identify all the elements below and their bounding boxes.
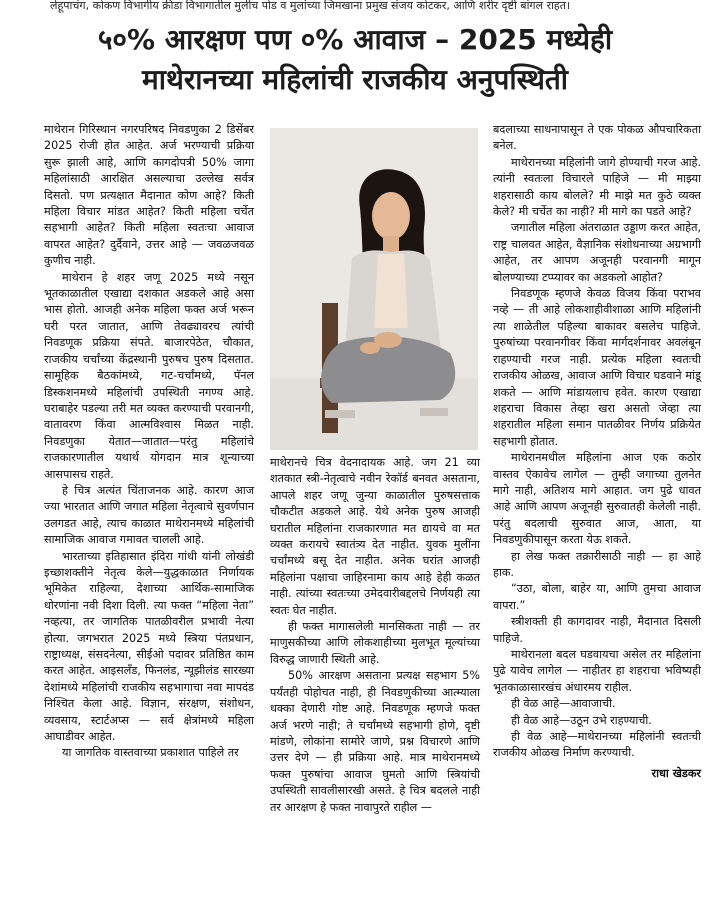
- paragraph: माथेरान हे शहर जणू 2025 मध्ये नसून भूतकाळातील एखाद्या दशकात अडकले आहे असा भास होतो. आजही अनेक महिला फक्त अर्ज भरून घरी परत जातात, आणि तेवढ्यावरच त्यांची निवडणूक प्रक्रिया संपते. बाजारपेठेत, चौकात, राजकीय चर्चांच्या केंद्रस्थानी पुरुषच पुरुष दिसतात. सामूहिक बैठकांमध्ये, गट-चर्चांमध्ये, पॅनल डिस्कशनमध्ये महिलांची उपस्थिती नगण्य आहे. घराबाहेर पडल्या तरी मत व्यक्त करण्याची परवानगी, वातावरण किंवा आत्मविश्वास मिळत नाही. निवडणुका येतात—जातात—परंतु महिलांचे राजकारणातील यथार्थ योगदान मात्र शून्याच्या आसपासच राहते.: [44, 270, 254, 481]
- paragraph: माथेरानच्या महिलांनी जागे होण्याची गरज आहे. त्यांनी स्वतःला विचारले पाहिजे — मी माझ्या शहरासाठी काय बोलले? मी माझे मत कुठे व्यक्त केले? मी चर्चेत का नाही? मी मागे का पडते आहे?: [493, 155, 701, 219]
- paragraph: 50% आरक्षण असताना प्रत्यक्ष सहभाग 5% पर्यंतही पोहोचत नाही, ही निवडणुकीच्या आत्म्याला धक्का देणारी गोष्ट आहे. निवडणूक म्हणजे फक्त अर्ज भरणे नाही; ते चर्चांमध्ये सहभागी होणे, दृष्टी मांडणे, लोकांना सामोरे जाणे, प्रश्न विचारणे आणि उत्तर देणे — ही प्रक्रिया आहे. मात्र माथेरानमध्ये फक्त पुरुषांचा आवाज घुमतो आणि स्त्रियांची उपस्थिती सावलीसारखी असते. हे चित्र बदलले नाही तर आरक्षण हे फक्त नावापुरते राहील —: [270, 669, 480, 814]
- paragraph: माथेरानचे चित्र वेदनादायक आहे. जग 21 व्या शतकात स्त्री-नेतृत्वाचे नवीन रेकॉर्ड बनवत असताना, आपले शहर जणू जुन्या काळातील पुरुषसत्ताक चौकटीत अडकले आहे. येथे अनेक पुरुष आजही घरातील महिलांना राजकारणात मत द्यायचे वा मत व्यक्त करायचे स्वातंत्र्य देत नाहीत. युवक मुलींना चर्चांमध्ये बसू देत नाहीत. अनेक घरांत आजही महिलांना पक्षाचा जाहिरनामा काय आहे हेही कळत नाही. त्यांच्या स्वतःच्या उमेदवारीबद्दलचे निर्णयही त्या स्वतः घेत नाहीत.: [270, 456, 480, 617]
- paragraph: स्त्रीशक्ती ही कागदावर नाही, मैदानात दिसली पाहिजे.: [493, 615, 701, 645]
- closing-line: ही वेळ आहे—आवाजाची.: [511, 697, 616, 711]
- author-photo: [270, 128, 478, 450]
- closing-line: ही वेळ आहे—उठून उभे राहण्याची.: [511, 713, 652, 727]
- paragraph: भारताच्या इतिहासात इंदिरा गांधी यांनी लोखंडी इच्छाशक्तीने नेतृत्व केले—युद्धकाळात निर्णायक भूमिकेत राहिल्या, देशाच्या आर्थिक-सामाजिक धोरणांना नवी दिशा दिली. त्या फक्त “महिला नेता” नव्हत्या, तर जागतिक पातळीवरील प्रभावी नेत्या होत्या. जगभरात 2025 मध्ये स्त्रिया पंतप्रधान, राष्ट्राध्यक्ष, संसदनेत्या, सीईओ पदावर प्रतिष्ठित काम करत आहेत. आइसलँड, फिनलंड, न्यूझीलंड सारख्या देशांमध्ये महिलांची राजकीय सहभागाचा नवा मापदंड निश्चित केला आहे. विज्ञान, संरक्षण, संशोधन, व्यवसाय, स्टार्टअप्स — सर्व क्षेत्रांमध्ये महिला आघाडीवर आहेत.: [44, 549, 254, 744]
- paragraph: या जागतिक वास्तवाच्या प्रकाशात पाहिले तर: [62, 746, 239, 760]
- paragraph: ही फक्त मागासलेली मानसिकता नाही — तर माणुसकीच्या आणि लोकशाहीच्या मुलभूत मूल्यांच्या विरुद्ध जाणारी स्थिती आहे.: [270, 620, 480, 666]
- column-3: [493, 122, 701, 782]
- paragraph: माथेरानमधील महिलांना आज एक कठोर वास्तव ऐकावेच लागेल — तुम्ही जगाच्या तुलनेत मागे नाही, अतिशय मागे आहात. जग पुढे धावत आहे आणि आपण अजूनही सुरुवातही केलेली नाही. परंतु बदलाची सुरुवात आज, आता, या निवडणुकीपासून करता येऊ शकते.: [493, 451, 701, 547]
- woman-portrait-illustration: [270, 128, 478, 450]
- column-2: [270, 455, 480, 816]
- previous-article-clip: लेहूपाचंग, कोकण विभागीय क्रीडा विभागातील मुलीच पोड व मुलांच्या जिमखाना प्रमुख संजय कोटकर, आणि शरीर दृष्टी बांगल राहत।: [50, 0, 571, 12]
- paragraph: बदलाच्या साधनापासून ते एक पोकळ औपचारिकता बनेल.: [493, 123, 701, 153]
- paragraph: माथेरान गिरिस्थान नगरपरिषद निवडणुका 2 डिसेंबर 2025 रोजी होत आहेत. अर्ज भरण्याची प्रक्रिया सुरू झाली आहे, आणि कागदोपत्री 50% जागा महिलांसाठी आरक्षित असल्याचा उल्लेख सर्वत्र दिसतो. पण प्रत्यक्षात मैदानात कोण आहे? किती महिला विचार मांडत आहेत? किती महिला चर्चेत सहभागी आहेत? किती महिला स्वतःचा आवाज वापरत आहेत? दुर्दैवाने, उत्तर आहे — जवळजवळ कुणीच नाही.: [44, 123, 254, 268]
- column-1: [44, 122, 254, 762]
- paragraph: हे चित्र अत्यंत चिंताजनक आहे. कारण आज ज्या भारतात आणि जगात महिला नेतृत्वाचे सुवर्णपान उलगडत आहे, त्याच काळात माथेरानमध्ये महिलांची सामाजिक आवाज गमावत चालली आहे.: [44, 483, 254, 547]
- author-signature: राधा खेडकर: [651, 766, 701, 780]
- pull-quote: “उठा, बोला, बाहेर या, आणि तुमचा आवाज वापरा.”: [493, 582, 701, 612]
- paragraph: हा लेख फक्त तक्रारीसाठी नाही — हा आहे हाक.: [493, 549, 701, 579]
- paragraph: माथेरानला बदल घडवायचा असेल तर महिलांना पुढे यावेच लागेल — नाहीतर हा शहराचा भविष्यही भूतकाळासारखंच अंधारमय राहील.: [493, 648, 701, 694]
- paragraph: निवडणूक म्हणजे केवळ विजय किंवा पराभव नव्हे — ती आहे लोकशाहीवीशाळा आणि महिलांनी त्या शाळेतील पहिल्या बाकावर बसलेच पाहिजे. पुरुषांच्या परवानगीवर किंवा मार्गदर्शनावर अवलंबून राहण्याची गरज नाही. प्रत्येक महिला स्वतःची राजकीय ओळख, आवाज आणि विचार घडवाने मांडू शकते — आणि मांडायलाच हवेत. कारण एखाद्या शहराचा विकास तेव्हा खरा असतो जेव्हा त्या शहरातील महिला समान पातळीवर निर्णय प्रक्रियेत सहभागी होतात.: [493, 287, 701, 448]
- closing-line: ही वेळ आहे—माथेरानच्या महिलांनी स्वतःची राजकीय ओळख निर्माण करण्याची.: [493, 730, 701, 760]
- headline: [20, 22, 690, 98]
- paragraph: जगातील महिला अंतराळात उड्डाण करत आहेत, राष्ट्र चालवत आहेत, वैज्ञानिक संशोधनाच्या अग्रभागी आहेत, तर आपण अजूनही परवानगी मागून बोलण्याच्या टप्प्यावर का अडकलो आहोत?: [493, 221, 701, 284]
- headline-line-1: ५०% आरक्षण पण ०% आवाज – 2025 मध्येही: [97, 23, 613, 56]
- headline-line-2: माथेरानच्या महिलांची राजकीय अनुपस्थिती: [141, 63, 569, 96]
